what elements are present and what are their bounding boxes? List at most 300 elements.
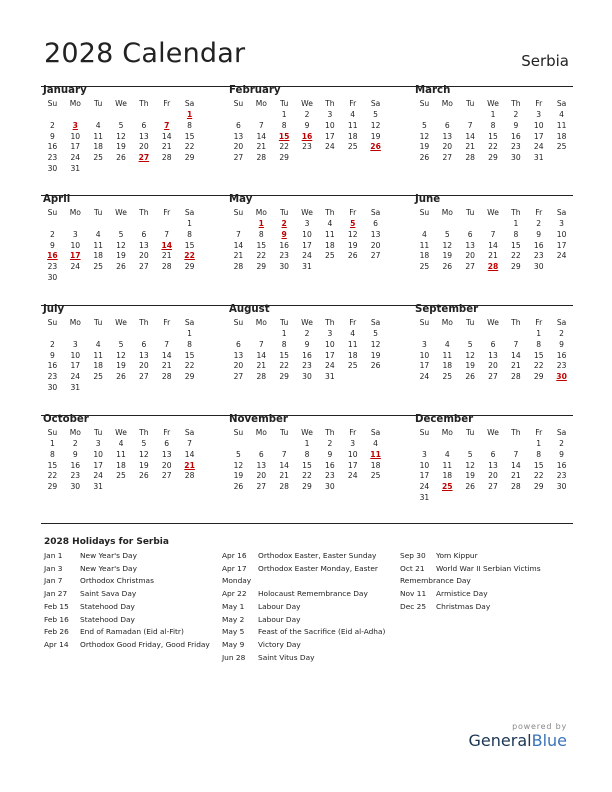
month-name: January [43, 85, 87, 96]
day-cell: 3 [422, 339, 427, 349]
day-cell: 12 [347, 229, 358, 239]
month-name: June [415, 194, 441, 205]
day-cell: 12 [370, 120, 381, 130]
weekday-label: Tu [465, 99, 475, 108]
weekday-label: Th [139, 318, 149, 327]
week-row [413, 340, 573, 351]
day-cell: 19 [233, 471, 244, 481]
week-row [41, 262, 201, 273]
weekday-label: Mo [441, 208, 453, 217]
empty-day [227, 219, 250, 230]
empty-day [110, 219, 133, 230]
day-cell: 3 [350, 439, 356, 448]
weekday-label: Fr [349, 208, 357, 217]
day-cell: 14 [488, 240, 498, 250]
weekday-label: Su [419, 318, 430, 327]
holiday-day-cell: 11 [370, 449, 381, 459]
day-cell: 17 [419, 361, 430, 371]
week-row [41, 241, 201, 252]
empty-day [64, 273, 87, 284]
holiday-name: Saint Sava Day [80, 589, 137, 599]
weekday-label: Sa [184, 428, 195, 437]
week-row [41, 361, 201, 372]
day-cell: 2 [559, 329, 564, 338]
day-cell: 11 [347, 120, 358, 130]
weekday-label: Tu [279, 99, 289, 108]
day-cell: 22 [47, 471, 58, 481]
empty-day [364, 153, 387, 164]
month-name: October [43, 414, 89, 425]
week-row [413, 230, 573, 241]
day-cell: 3 [559, 219, 564, 228]
day-cell: 17 [347, 460, 358, 470]
day-cell: 17 [302, 240, 312, 250]
day-cell: 5 [118, 120, 124, 130]
weekday-label: Tu [279, 428, 289, 437]
day-cell: 4 [422, 229, 427, 239]
week-row [413, 471, 573, 482]
holiday-item [44, 588, 210, 601]
weekday-label: Fr [535, 208, 543, 217]
day-cell: 29 [47, 482, 58, 492]
empty-day [132, 110, 155, 121]
day-cell: 26 [116, 372, 126, 382]
day-cell: 24 [325, 361, 335, 371]
day-cell: 3 [304, 219, 310, 228]
day-cell: 2 [72, 439, 78, 448]
day-cell: 12 [465, 350, 475, 360]
day-cell: 8 [513, 229, 519, 239]
day-cell: 31 [325, 372, 335, 382]
day-cell: 9 [536, 229, 542, 239]
day-cell: 22 [533, 361, 544, 371]
brand-logo [469, 722, 567, 750]
month-august [227, 304, 387, 383]
day-cell: 19 [465, 471, 475, 481]
weekday-label: Sa [184, 208, 195, 217]
day-cell: 4 [95, 339, 101, 349]
weekday-header [41, 316, 201, 329]
weekday-header [413, 426, 573, 439]
day-cell: 25 [556, 142, 567, 152]
day-cell: 13 [488, 350, 498, 360]
weekday-label: Su [47, 208, 58, 217]
holiday-day-cell: 9 [281, 229, 287, 239]
day-cell: 15 [511, 240, 521, 250]
weekday-header [413, 206, 573, 219]
day-cell: 1 [536, 439, 542, 448]
week-row [227, 121, 387, 132]
day-cell: 27 [256, 482, 267, 492]
week-row [41, 329, 201, 340]
day-cell: 15 [533, 460, 544, 470]
day-cell: 5 [373, 329, 378, 338]
day-cell: 3 [72, 229, 78, 239]
empty-day [227, 329, 250, 340]
month-name: August [229, 304, 270, 315]
day-cell: 9 [559, 449, 564, 459]
holiday-name: New Year's Day [80, 551, 137, 560]
holiday-day-cell: 3 [72, 120, 78, 130]
weekday-label: Sa [184, 318, 195, 327]
day-cell: 12 [442, 240, 453, 250]
day-cell: 4 [95, 229, 101, 239]
week-row [227, 471, 387, 482]
empty-day [482, 219, 505, 230]
weekday-label: Tu [93, 428, 103, 437]
weekday-label: Th [139, 99, 149, 108]
weekday-label: Mo [441, 428, 453, 437]
week-row [227, 329, 387, 340]
day-cell: 30 [556, 482, 567, 492]
weekday-label: We [487, 208, 499, 217]
day-cell: 6 [490, 449, 496, 459]
day-cell: 9 [50, 350, 55, 360]
holiday-name: Orthodox Easter, Easter Sunday [258, 551, 377, 560]
empty-day [436, 439, 459, 450]
empty-day [459, 110, 482, 121]
day-cell: 15 [47, 460, 58, 470]
day-cell: 23 [556, 471, 567, 481]
holiday-column [222, 550, 385, 664]
day-cell: 28 [465, 153, 475, 163]
week-row [41, 142, 201, 153]
day-cell: 29 [184, 262, 195, 272]
day-cell: 7 [258, 339, 264, 349]
empty-day [41, 329, 64, 340]
day-cell: 20 [488, 471, 498, 481]
day-cell: 8 [187, 120, 192, 130]
holiday-day-cell: 22 [184, 251, 195, 261]
week-row [413, 351, 573, 362]
day-cell: 26 [442, 262, 453, 272]
week-row [413, 493, 573, 504]
day-cell: 25 [93, 153, 103, 163]
weekday-label: Sa [184, 99, 195, 108]
holiday-date: Jan 27 [44, 589, 68, 599]
weekday-label: Mo [69, 99, 81, 108]
day-cell: 6 [236, 339, 241, 349]
weekday-header [413, 97, 573, 110]
day-cell: 16 [47, 361, 58, 371]
day-cell: 16 [47, 142, 58, 152]
day-cell: 11 [556, 120, 567, 130]
day-cell: 24 [419, 372, 430, 382]
week-row [41, 439, 201, 450]
empty-day [155, 482, 178, 493]
holiday-item [44, 614, 210, 627]
day-cell: 21 [233, 251, 244, 261]
day-cell: 1 [187, 219, 192, 228]
week-row [413, 142, 573, 153]
holiday-item [222, 614, 385, 627]
day-cell: 22 [256, 251, 267, 261]
empty-day [341, 153, 364, 164]
powered-by-text: powered by [512, 722, 567, 731]
day-cell: 9 [72, 449, 78, 459]
day-cell: 30 [47, 163, 58, 173]
empty-day [87, 219, 110, 230]
holiday-column [44, 550, 210, 652]
day-cell: 16 [511, 131, 521, 141]
day-cell: 24 [70, 153, 81, 163]
weekday-label: Th [511, 318, 521, 327]
day-cell: 1 [536, 329, 542, 338]
day-cell: 26 [465, 482, 475, 492]
weekday-label: Su [47, 318, 58, 327]
holiday-date: Apr 16 [222, 551, 247, 560]
empty-day [132, 482, 155, 493]
day-cell: 3 [72, 339, 78, 349]
day-cell: 10 [419, 350, 430, 360]
day-cell: 23 [47, 262, 58, 272]
holiday-item [400, 588, 541, 601]
day-cell: 10 [419, 460, 430, 470]
week-row [41, 461, 201, 472]
day-cell: 15 [184, 131, 195, 141]
month-name: May [229, 194, 253, 205]
week-row [41, 219, 201, 230]
holiday-item [222, 626, 385, 639]
empty-day [341, 372, 364, 383]
day-cell: 26 [370, 361, 381, 371]
empty-day [550, 493, 573, 504]
day-cell: 30 [511, 153, 521, 163]
day-cell: 21 [256, 361, 267, 371]
weekday-label: Sa [370, 99, 381, 108]
day-cell: 7 [258, 120, 264, 130]
day-cell: 21 [511, 471, 521, 481]
day-cell: 6 [164, 439, 170, 448]
holiday-date: Jan 3 [44, 563, 63, 573]
empty-day [459, 329, 482, 340]
holiday-date: Jan 7 [44, 576, 63, 586]
week-row [227, 351, 387, 362]
holiday-item [44, 639, 210, 652]
weekday-label: Fr [349, 99, 357, 108]
page-title: 2028 Calendar [44, 38, 246, 69]
holiday-date: Apr 22 [222, 589, 247, 599]
week-row [227, 142, 387, 153]
holiday-day-cell: 15 [278, 131, 290, 141]
holiday-day-cell: 28 [487, 262, 499, 272]
day-cell: 31 [70, 382, 81, 392]
day-cell: 8 [187, 339, 192, 349]
holiday-date: Oct 21 [400, 563, 425, 573]
weekday-label: Su [233, 99, 244, 108]
holiday-date: May 2 [222, 614, 245, 624]
week-row [41, 121, 201, 132]
day-cell: 19 [370, 350, 381, 360]
empty-day [178, 482, 201, 493]
weekday-label: Su [47, 99, 58, 108]
empty-day [155, 383, 178, 394]
day-cell: 2 [536, 219, 542, 228]
country-name: Serbia [521, 52, 569, 70]
holiday-day-cell: 7 [164, 120, 170, 130]
day-cell: 11 [325, 229, 335, 239]
empty-day [227, 439, 250, 450]
day-cell: 21 [465, 142, 475, 152]
empty-day [178, 273, 201, 284]
holiday-item [222, 550, 385, 563]
empty-day [64, 329, 87, 340]
day-cell: 16 [556, 460, 567, 470]
day-cell: 20 [161, 460, 172, 470]
day-cell: 29 [279, 372, 289, 382]
week-row [227, 372, 387, 383]
day-cell: 2 [513, 110, 519, 119]
weekday-label: Mo [441, 318, 453, 327]
day-cell: 25 [116, 471, 126, 481]
day-cell: 9 [559, 339, 564, 349]
week-row [41, 153, 201, 164]
week-row [41, 383, 201, 394]
month-name: March [415, 85, 451, 96]
empty-day [459, 219, 482, 230]
weekday-label: Tu [93, 208, 103, 217]
day-cell: 20 [370, 240, 381, 250]
month-march [413, 85, 573, 164]
empty-day [155, 164, 178, 175]
weekday-label: We [115, 208, 127, 217]
day-cell: 20 [465, 251, 475, 261]
day-cell: 17 [70, 142, 81, 152]
day-cell: 28 [511, 482, 521, 492]
month-october [41, 414, 201, 493]
empty-day [482, 329, 505, 340]
day-cell: 17 [325, 350, 335, 360]
day-cell: 1 [304, 439, 310, 448]
day-cell: 18 [347, 350, 358, 360]
empty-day [227, 110, 250, 121]
month-may [227, 194, 387, 273]
weekday-label: Fr [349, 318, 357, 327]
day-cell: 14 [256, 131, 267, 141]
day-cell: 12 [116, 240, 126, 250]
holiday-day-cell: 1 [186, 110, 193, 119]
day-cell: 2 [50, 229, 55, 239]
holiday-name: Saint Vitus Day [258, 652, 315, 662]
weekday-label: Mo [255, 318, 267, 327]
holiday-date: Feb 15 [44, 601, 69, 611]
day-cell: 7 [467, 120, 473, 130]
day-cell: 6 [373, 219, 378, 228]
month-name: December [415, 414, 474, 425]
empty-day [132, 164, 155, 175]
week-row [227, 219, 387, 230]
weekday-label: Th [139, 428, 149, 437]
week-row [227, 153, 387, 164]
day-cell: 24 [419, 482, 430, 492]
day-cell: 28 [233, 262, 244, 272]
day-cell: 27 [139, 372, 149, 382]
day-cell: 2 [304, 110, 310, 119]
week-row [227, 340, 387, 351]
day-cell: 4 [373, 439, 378, 448]
weekday-label: Th [325, 318, 335, 327]
day-cell: 13 [465, 240, 475, 250]
day-cell: 29 [184, 372, 195, 382]
day-cell: 13 [256, 460, 267, 470]
day-cell: 6 [258, 449, 264, 459]
day-cell: 25 [347, 361, 358, 371]
empty-day [504, 493, 527, 504]
empty-day [318, 262, 341, 273]
day-cell: 17 [93, 460, 103, 470]
day-cell: 3 [95, 439, 101, 448]
day-cell: 22 [511, 251, 521, 261]
brand-name: GeneralBlue [468, 731, 567, 750]
day-cell: 21 [161, 142, 172, 152]
weekday-label: Fr [163, 208, 171, 217]
day-cell: 24 [302, 251, 312, 261]
empty-day [250, 329, 273, 340]
day-cell: 10 [93, 449, 103, 459]
day-cell: 13 [442, 131, 453, 141]
holiday-item [44, 550, 210, 563]
day-cell: 19 [116, 142, 126, 152]
week-row [41, 230, 201, 241]
empty-day [87, 383, 110, 394]
week-row [41, 273, 201, 284]
day-cell: 10 [325, 120, 335, 130]
holiday-name: End of Ramadan (Eid al-Fitr) [80, 627, 184, 637]
holiday-item [400, 550, 541, 563]
day-cell: 7 [164, 229, 170, 239]
day-cell: 8 [50, 449, 55, 459]
day-cell: 24 [556, 251, 567, 261]
day-cell: 14 [511, 460, 521, 470]
empty-day [110, 164, 133, 175]
weekday-label: Tu [279, 208, 289, 217]
empty-day [413, 329, 436, 340]
holiday-day-cell: 21 [184, 460, 195, 470]
day-cell: 20 [233, 361, 244, 371]
day-cell: 13 [488, 460, 498, 470]
day-cell: 20 [233, 142, 244, 152]
empty-day [155, 219, 178, 230]
day-cell: 9 [304, 120, 310, 130]
day-cell: 30 [279, 262, 289, 272]
day-cell: 18 [347, 131, 358, 141]
empty-day [250, 439, 273, 450]
day-cell: 12 [116, 131, 126, 141]
holiday-name: Armistice Day [436, 589, 488, 599]
day-cell: 31 [419, 492, 430, 502]
day-cell: 10 [302, 229, 312, 239]
weekday-label: Fr [163, 318, 171, 327]
week-row [41, 471, 201, 482]
week-row [413, 121, 573, 132]
day-cell: 5 [467, 449, 473, 459]
day-cell: 8 [281, 120, 287, 130]
day-cell: 8 [490, 120, 496, 130]
week-row [41, 351, 201, 362]
empty-day [132, 273, 155, 284]
week-row [227, 482, 387, 493]
weekday-label: Tu [93, 318, 103, 327]
day-cell: 5 [422, 120, 427, 130]
day-cell: 16 [325, 460, 335, 470]
holiday-item [222, 563, 385, 576]
holiday-day-cell: 25 [442, 482, 453, 492]
day-cell: 21 [161, 251, 172, 261]
day-cell: 22 [184, 361, 195, 371]
weekday-label: We [115, 428, 127, 437]
empty-day [110, 329, 133, 340]
day-cell: 21 [256, 142, 267, 152]
